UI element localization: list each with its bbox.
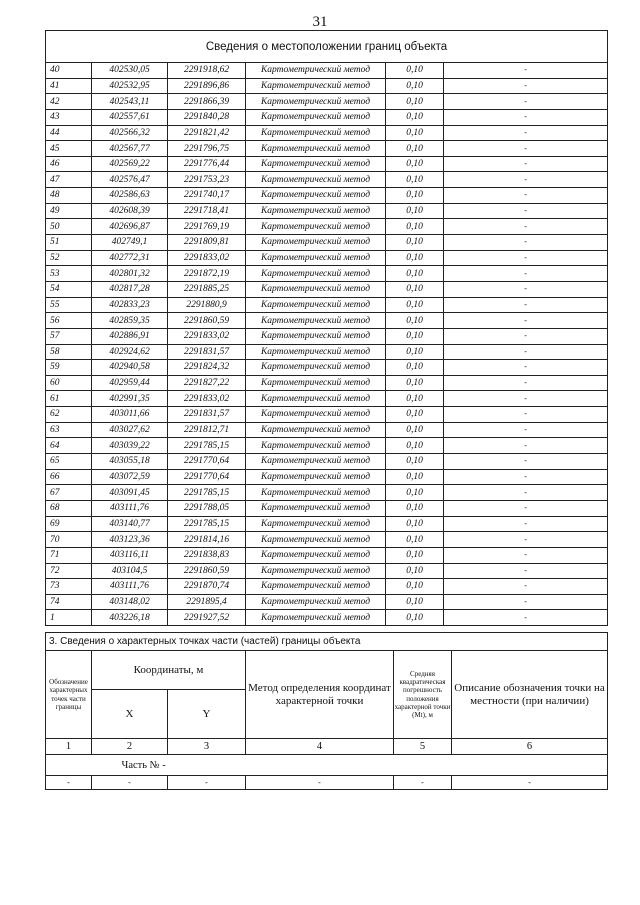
accuracy-cell: 0,10 [386,532,444,548]
accuracy-cell: 0,10 [386,63,444,79]
coord-y: 2291814,16 [168,532,246,548]
coord-y: 2291831,57 [168,407,246,423]
description-cell: - [444,63,608,79]
coord-x: 402801,32 [92,266,168,282]
point-number: 62 [46,407,92,423]
accuracy-cell: 0,10 [386,500,444,516]
coord-y: 2291740,17 [168,188,246,204]
method-cell: Картометрический метод [246,500,386,516]
point-number: 51 [46,235,92,251]
accuracy-cell: 0,10 [386,610,444,626]
accuracy-cell: 0,10 [386,266,444,282]
description-cell: - [444,594,608,610]
table-row [46,391,608,407]
coord-y: 2291785,15 [168,516,246,532]
accuracy-cell: 0,10 [386,188,444,204]
coord-y: 2291831,57 [168,344,246,360]
description-cell: - [444,125,608,141]
description-cell: - [444,454,608,470]
description-cell: - [444,109,608,125]
accuracy-cell: 0,10 [386,281,444,297]
coord-y: 2291785,15 [168,485,246,501]
method-cell: Картометрический метод [246,94,386,110]
table-row [46,485,608,501]
coord-x: 403055,18 [92,454,168,470]
coord-x: 402749,1 [92,235,168,251]
method-cell: Картометрический метод [246,266,386,282]
point-number: 64 [46,438,92,454]
description-cell: - [444,516,608,532]
method-cell: Картометрический метод [246,141,386,157]
point-number: 49 [46,203,92,219]
table-row [46,407,608,423]
point-number: 46 [46,156,92,172]
coord-x: 403111,76 [92,500,168,516]
coord-y: 2291770,64 [168,454,246,470]
column-number: 2 [92,739,168,755]
point-number: 69 [46,516,92,532]
point-number: 41 [46,78,92,94]
accuracy-cell: 0,10 [386,516,444,532]
method-cell: Картометрический метод [246,532,386,548]
coord-x: 403123,36 [92,532,168,548]
method-cell: Картометрический метод [246,344,386,360]
coord-y: 2291809,81 [168,235,246,251]
method-cell: Картометрический метод [246,328,386,344]
section-title: Сведения о местоположении границ объекта [46,31,608,63]
empty-cell: - [394,776,452,790]
point-number: 47 [46,172,92,188]
description-cell: - [444,219,608,235]
table-row [46,109,608,125]
point-number: 71 [46,547,92,563]
method-cell: Картометрический метод [246,407,386,423]
method-cell: Картометрический метод [246,188,386,204]
description-cell: - [444,407,608,423]
accuracy-cell: 0,10 [386,438,444,454]
table-row [46,250,608,266]
point-number: 50 [46,219,92,235]
coord-x: 402833,23 [92,297,168,313]
accuracy-cell: 0,10 [386,579,444,595]
table-row [46,500,608,516]
table-row [46,172,608,188]
method-cell: Картометрический метод [246,250,386,266]
accuracy-cell: 0,10 [386,485,444,501]
coord-x: 402940,58 [92,360,168,376]
table-row [46,63,608,79]
coord-x: 402608,39 [92,203,168,219]
method-cell: Картометрический метод [246,203,386,219]
accuracy-cell: 0,10 [386,219,444,235]
coord-y: 2291872,19 [168,266,246,282]
coord-x: 402566,32 [92,125,168,141]
method-cell: Картометрический метод [246,594,386,610]
description-cell: - [444,579,608,595]
column-number: 5 [394,739,452,755]
empty-cell: - [92,776,168,790]
point-number: 1 [46,610,92,626]
point-number: 60 [46,375,92,391]
coord-x: 402557,61 [92,109,168,125]
accuracy-cell: 0,10 [386,109,444,125]
method-cell: Картометрический метод [246,109,386,125]
table-row [46,547,608,563]
coord-x: 403111,76 [92,579,168,595]
description-cell: - [444,532,608,548]
coord-y: 2291896,86 [168,78,246,94]
point-number: 66 [46,469,92,485]
description-cell: - [444,438,608,454]
table-row [46,579,608,595]
empty-cell: - [168,776,246,790]
description-cell: - [444,344,608,360]
method-cell: Картометрический метод [246,422,386,438]
method-cell: Картометрический метод [246,125,386,141]
point-number: 58 [46,344,92,360]
empty-cell: - [246,776,394,790]
coord-y: 2291827,22 [168,375,246,391]
page-number: 31 [312,14,328,30]
point-number: 61 [46,391,92,407]
table-row [46,454,608,470]
table-row [46,375,608,391]
point-number: 43 [46,109,92,125]
header-method: Метод определения координат характерной точки [246,651,394,739]
table-row [46,78,608,94]
method-cell: Картометрический метод [246,547,386,563]
coord-y: 2291788,05 [168,500,246,516]
coord-x: 403104,5 [92,563,168,579]
description-cell: - [444,266,608,282]
description-cell: - [444,203,608,219]
coord-y: 2291840,28 [168,109,246,125]
coord-y: 2291796,75 [168,141,246,157]
coord-x: 402817,28 [92,281,168,297]
description-cell: - [444,250,608,266]
coord-x: 402567,77 [92,141,168,157]
coord-y: 2291895,4 [168,594,246,610]
method-cell: Картометрический метод [246,516,386,532]
coord-y: 2291812,71 [168,422,246,438]
accuracy-cell: 0,10 [386,250,444,266]
table-row [46,328,608,344]
coord-x: 403116,11 [92,547,168,563]
coord-x: 403011,66 [92,407,168,423]
empty-cell: - [46,776,92,790]
header-coordinates: Координаты, м [92,651,246,690]
description-cell: - [444,328,608,344]
coord-y: 2291870,74 [168,579,246,595]
description-cell: - [444,141,608,157]
coord-y: 2291918,62 [168,63,246,79]
point-number: 45 [46,141,92,157]
method-cell: Картометрический метод [246,391,386,407]
accuracy-cell: 0,10 [386,407,444,423]
table-row [46,141,608,157]
column-number: 1 [46,739,92,755]
point-number: 70 [46,532,92,548]
method-cell: Картометрический метод [246,438,386,454]
description-cell: - [444,610,608,626]
method-cell: Картометрический метод [246,375,386,391]
point-number: 53 [46,266,92,282]
part-section-title: 3. Сведения о характерных точках части (частей) границы объекта [46,633,608,651]
point-number: 72 [46,563,92,579]
column-number: 6 [452,739,608,755]
description-cell: - [444,235,608,251]
part-points-table [45,632,608,790]
description-cell: - [444,297,608,313]
coord-x: 403072,59 [92,469,168,485]
coord-y: 2291770,64 [168,469,246,485]
column-number: 4 [246,739,394,755]
coord-x: 402543,11 [92,94,168,110]
coord-y: 2291838,83 [168,547,246,563]
point-number: 44 [46,125,92,141]
method-cell: Картометрический метод [246,78,386,94]
description-cell: - [444,78,608,94]
accuracy-cell: 0,10 [386,375,444,391]
table-row [46,125,608,141]
coord-x: 403140,77 [92,516,168,532]
empty-cell: - [452,776,608,790]
coord-y: 2291769,19 [168,219,246,235]
table-row [46,563,608,579]
method-cell: Картометрический метод [246,235,386,251]
table-row [46,94,608,110]
accuracy-cell: 0,10 [386,594,444,610]
header-y: Y [168,690,246,739]
accuracy-cell: 0,10 [386,422,444,438]
accuracy-cell: 0,10 [386,547,444,563]
accuracy-cell: 0,10 [386,360,444,376]
method-cell: Картометрический метод [246,469,386,485]
point-number: 52 [46,250,92,266]
coord-x: 402859,35 [92,313,168,329]
coord-x: 402772,31 [92,250,168,266]
accuracy-cell: 0,10 [386,391,444,407]
coord-x: 402532,95 [92,78,168,94]
description-cell: - [444,375,608,391]
table-row [46,266,608,282]
method-cell: Картометрический метод [246,610,386,626]
coord-y: 2291860,59 [168,313,246,329]
accuracy-cell: 0,10 [386,328,444,344]
point-number: 40 [46,63,92,79]
table-row [46,532,608,548]
header-description: Описание обозначения точки на местности (при наличии) [452,651,608,739]
table-row [46,516,608,532]
table-row [46,422,608,438]
accuracy-cell: 0,10 [386,94,444,110]
description-cell: - [444,188,608,204]
description-cell: - [444,281,608,297]
coord-x: 402959,44 [92,375,168,391]
coord-x: 403091,45 [92,485,168,501]
method-cell: Картометрический метод [246,313,386,329]
table-row [46,156,608,172]
coord-y: 2291776,44 [168,156,246,172]
coord-x: 402569,22 [92,156,168,172]
coord-y: 2291753,23 [168,172,246,188]
accuracy-cell: 0,10 [386,469,444,485]
description-cell: - [444,563,608,579]
coord-y: 2291785,15 [168,438,246,454]
table-row [46,297,608,313]
header-accuracy: Средняя квадратическая погрешность положения характерной точки (Мt), м [394,651,452,739]
accuracy-cell: 0,10 [386,297,444,313]
accuracy-cell: 0,10 [386,125,444,141]
coord-x: 403027,62 [92,422,168,438]
coord-x: 403039,22 [92,438,168,454]
coord-y: 2291833,02 [168,250,246,266]
table-row [46,313,608,329]
coord-x: 402991,35 [92,391,168,407]
point-number: 68 [46,500,92,516]
description-cell: - [444,391,608,407]
description-cell: - [444,94,608,110]
description-cell: - [444,172,608,188]
accuracy-cell: 0,10 [386,454,444,470]
coord-x: 403226,18 [92,610,168,626]
coord-y: 2291885,25 [168,281,246,297]
coord-x: 402886,91 [92,328,168,344]
description-cell: - [444,360,608,376]
coord-y: 2291718,41 [168,203,246,219]
table-row [46,438,608,454]
coord-x: 402586,63 [92,188,168,204]
table-row [46,360,608,376]
method-cell: Картометрический метод [246,563,386,579]
accuracy-cell: 0,10 [386,141,444,157]
header-point-designation: Обозначение характерных точек части границы [46,651,92,739]
description-cell: - [444,313,608,329]
description-cell: - [444,547,608,563]
method-cell: Картометрический метод [246,219,386,235]
table-row [46,594,608,610]
accuracy-cell: 0,10 [386,78,444,94]
table-row [46,235,608,251]
coord-y: 2291927,52 [168,610,246,626]
method-cell: Картометрический метод [246,485,386,501]
coord-y: 2291866,39 [168,94,246,110]
method-cell: Картометрический метод [246,156,386,172]
point-number: 54 [46,281,92,297]
description-cell: - [444,469,608,485]
coord-y: 2291860,59 [168,563,246,579]
header-x: X [92,690,168,739]
accuracy-cell: 0,10 [386,156,444,172]
point-number: 55 [46,297,92,313]
point-number: 63 [46,422,92,438]
table-row [46,203,608,219]
method-cell: Картометрический метод [246,297,386,313]
coord-y: 2291833,02 [168,391,246,407]
accuracy-cell: 0,10 [386,203,444,219]
table-row [46,610,608,626]
accuracy-cell: 0,10 [386,563,444,579]
method-cell: Картометрический метод [246,172,386,188]
coord-x: 403148,02 [92,594,168,610]
boundary-points-table [45,30,608,626]
accuracy-cell: 0,10 [386,313,444,329]
table-row [46,469,608,485]
point-number: 48 [46,188,92,204]
point-number: 59 [46,360,92,376]
point-number: 67 [46,485,92,501]
point-number: 57 [46,328,92,344]
point-number: 74 [46,594,92,610]
method-cell: Картометрический метод [246,63,386,79]
description-cell: - [444,422,608,438]
table-row [46,219,608,235]
table-row [46,188,608,204]
coord-y: 2291833,02 [168,328,246,344]
point-number: 42 [46,94,92,110]
point-number: 73 [46,579,92,595]
description-cell: - [444,485,608,501]
method-cell: Картометрический метод [246,579,386,595]
accuracy-cell: 0,10 [386,344,444,360]
table-row [46,344,608,360]
coord-y: 2291880,9 [168,297,246,313]
coord-y: 2291821,42 [168,125,246,141]
accuracy-cell: 0,10 [386,235,444,251]
method-cell: Картометрический метод [246,281,386,297]
coord-x: 402576,47 [92,172,168,188]
method-cell: Картометрический метод [246,360,386,376]
method-cell: Картометрический метод [246,454,386,470]
column-number: 3 [168,739,246,755]
table-row [46,281,608,297]
description-cell: - [444,156,608,172]
accuracy-cell: 0,10 [386,172,444,188]
point-number: 65 [46,454,92,470]
coord-x: 402924,62 [92,344,168,360]
part-label: Часть № - [92,755,608,776]
coord-y: 2291824,32 [168,360,246,376]
point-number: 56 [46,313,92,329]
coord-x: 402696,87 [92,219,168,235]
coord-x: 402530,05 [92,63,168,79]
description-cell: - [444,500,608,516]
